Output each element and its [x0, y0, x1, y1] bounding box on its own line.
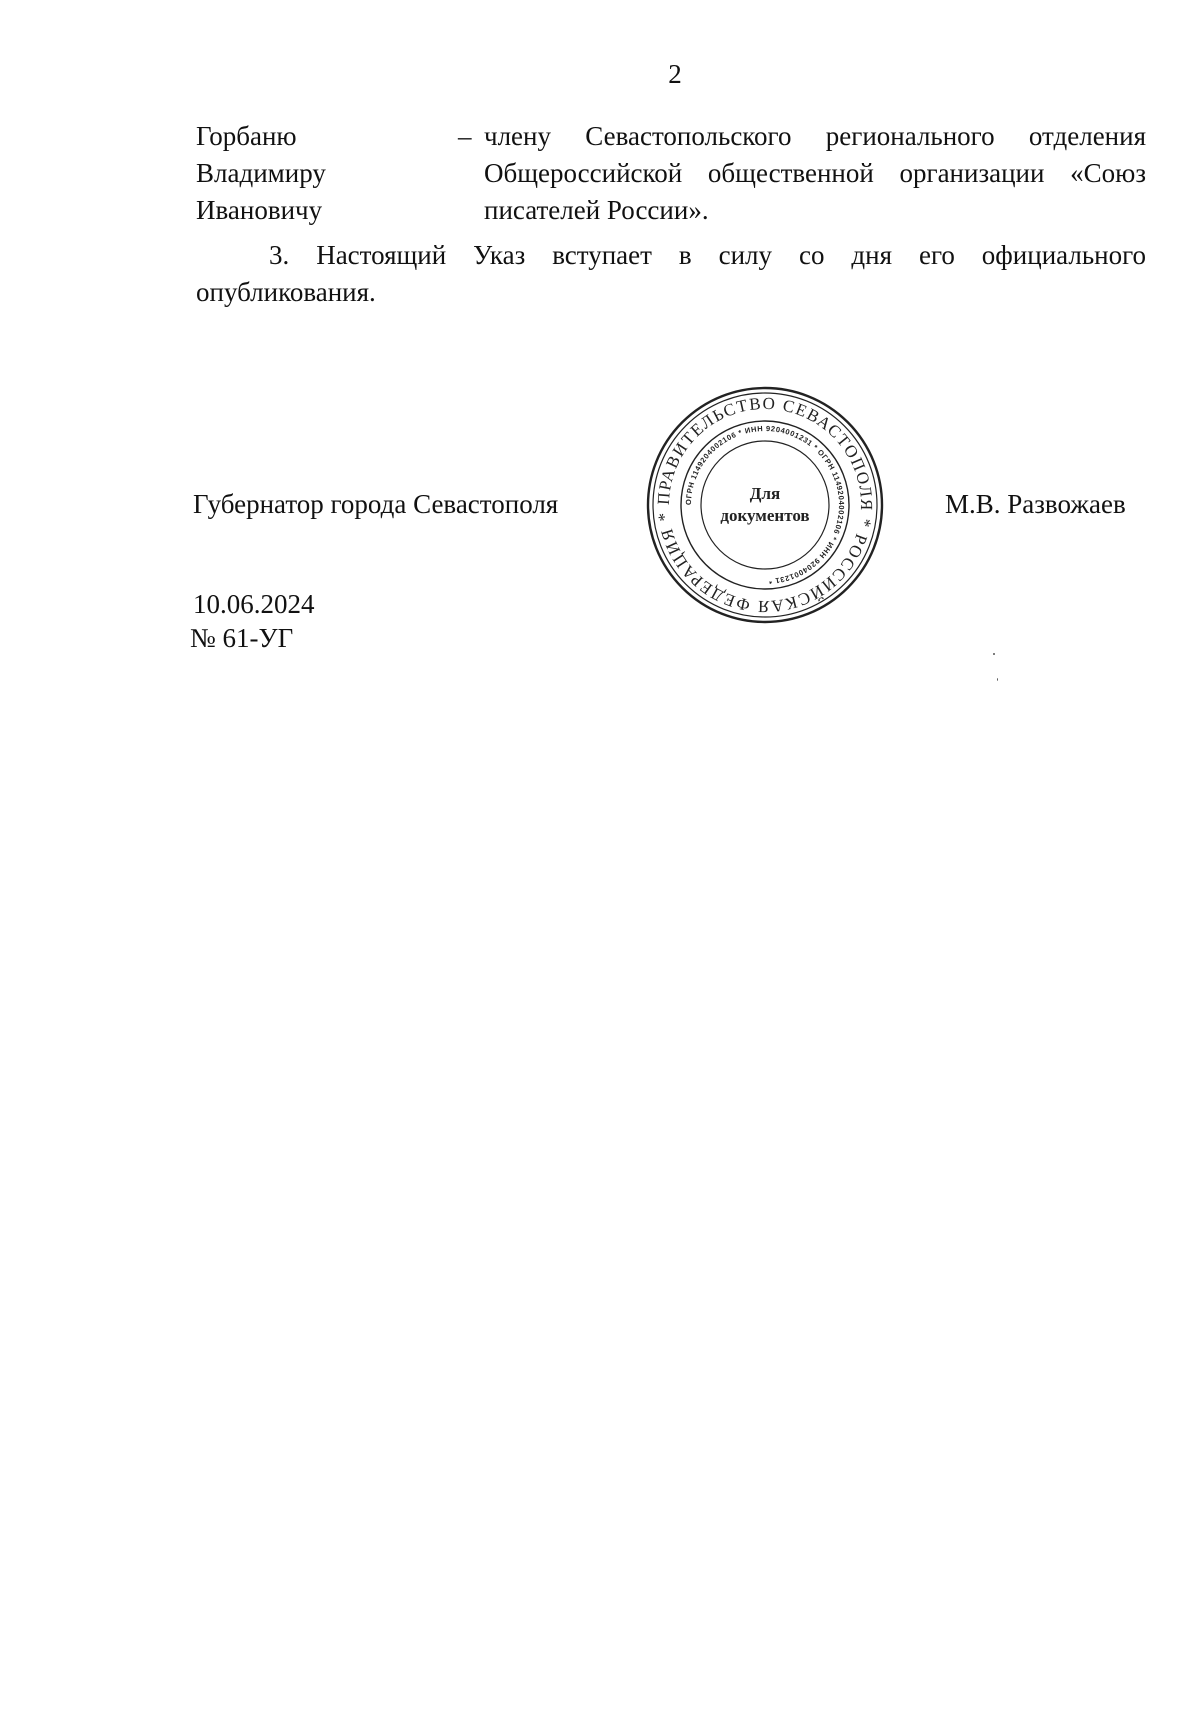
award-dash: –: [458, 121, 472, 151]
scan-speck: [997, 678, 998, 681]
signatory-name: М.В. Развожаев: [945, 489, 1126, 519]
scan-speck: [993, 653, 995, 655]
seal-inner-text: [684, 424, 846, 586]
awardee-name: [196, 118, 326, 229]
seal-outer-text-path: ПРАВИТЕЛЬСТВО СЕВАСТОПОЛЯ * РОССИЙСКАЯ ФЕДЕРАЦИЯ *: [653, 393, 877, 617]
award-description: члену Севастопольского регионального отделения Общероссийской общественной организации «Союз писателей России».: [484, 121, 1146, 225]
awardee-surname: Горбаню: [196, 121, 297, 151]
award-entry: [196, 118, 1146, 238]
awardee-patronymic: Ивановичу: [196, 195, 323, 225]
seal-rings: [648, 388, 882, 622]
page-number: 2: [668, 59, 682, 89]
document-date: 10.06.2024: [193, 589, 315, 619]
document-number: № 61-УГ: [190, 623, 294, 653]
clause-3: 3. Настоящий Указ вступает в силу со дня его официального опубликования.: [196, 240, 1146, 307]
official-seal: [645, 385, 885, 625]
seal-inner-text-path: ОГРН 1149204002106 * ИНН 9204001231 * ОГРН 1149204002106 * ИНН 9204001231 *: [683, 423, 847, 586]
awardee-first-name: Владимиру: [196, 158, 326, 188]
signatory-title: Губернатор города Севастополя: [193, 489, 559, 519]
seal-center-line-1: Для: [749, 484, 781, 503]
seal-center-line-2: документов: [720, 506, 810, 525]
